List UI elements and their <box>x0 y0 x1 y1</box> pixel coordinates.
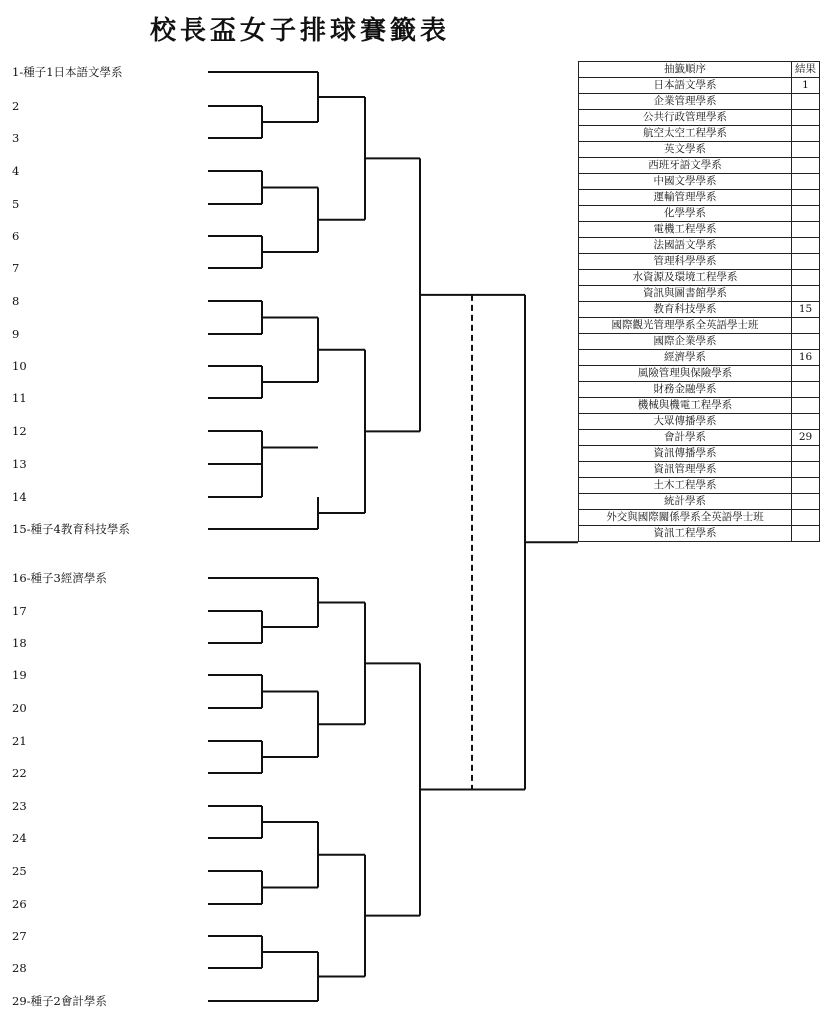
slot-label: 9 <box>12 327 20 341</box>
draw-result <box>792 414 820 430</box>
department-name: 航空太空工程學系 <box>579 126 792 142</box>
table-row <box>579 366 820 382</box>
table-row <box>579 446 820 462</box>
page-title: 校長盃女子排球賽籤表 <box>149 16 450 46</box>
table-row <box>579 478 820 494</box>
slot-label: 1-種子1日本語文學系 <box>12 65 123 79</box>
table-row <box>579 78 820 94</box>
draw-result <box>792 398 820 414</box>
slot-label: 21 <box>12 734 27 748</box>
slot-label: 23 <box>12 799 27 813</box>
department-name: 西班牙語文學系 <box>579 158 792 174</box>
table-row <box>579 414 820 430</box>
department-name: 水資源及環境工程學系 <box>579 270 792 286</box>
draw-result <box>792 334 820 350</box>
draw-result <box>792 510 820 526</box>
draw-result <box>792 382 820 398</box>
table-row <box>579 334 820 350</box>
draw-result <box>792 190 820 206</box>
department-name: 土木工程學系 <box>579 478 792 494</box>
table-row <box>579 126 820 142</box>
department-name: 化學學系 <box>579 206 792 222</box>
department-name: 電機工程學系 <box>579 222 792 238</box>
slot-label: 29-種子2會計學系 <box>12 994 107 1008</box>
draw-result: 16 <box>792 350 820 366</box>
table-row <box>579 222 820 238</box>
slot-label: 5 <box>12 197 20 211</box>
header-draw-order: 抽籤順序 <box>579 62 792 78</box>
department-name: 運輸管理學系 <box>579 190 792 206</box>
slot-label: 20 <box>12 701 27 715</box>
draw-result <box>792 254 820 270</box>
slot-label: 3 <box>12 131 20 145</box>
slot-label: 4 <box>12 164 20 178</box>
department-name: 外交與國際關係學系全英語學士班 <box>579 510 792 526</box>
department-name: 統計學系 <box>579 494 792 510</box>
department-name: 管理科學學系 <box>579 254 792 270</box>
draw-result <box>792 286 820 302</box>
table-row <box>579 94 820 110</box>
table-row <box>579 174 820 190</box>
table-row <box>579 206 820 222</box>
department-name: 大眾傳播學系 <box>579 414 792 430</box>
draw-result <box>792 526 820 542</box>
table-row <box>579 286 820 302</box>
slot-label: 8 <box>12 294 20 308</box>
draw-result: 29 <box>792 430 820 446</box>
slot-label: 11 <box>12 391 27 405</box>
department-name: 機械與機電工程學系 <box>579 398 792 414</box>
draw-result <box>792 222 820 238</box>
table-row <box>579 142 820 158</box>
table-row <box>579 270 820 286</box>
slot-label: 14 <box>12 490 27 504</box>
department-name: 國際觀光管理學系全英語學士班 <box>579 318 792 334</box>
draw-result <box>792 142 820 158</box>
slot-label: 26 <box>12 897 27 911</box>
slot-label: 12 <box>12 424 27 438</box>
department-name: 資訊傳播學系 <box>579 446 792 462</box>
department-name: 企業管理學系 <box>579 94 792 110</box>
draw-result <box>792 238 820 254</box>
table-row <box>579 382 820 398</box>
department-name: 經濟學系 <box>579 350 792 366</box>
department-name: 法國語文學系 <box>579 238 792 254</box>
table-row <box>579 110 820 126</box>
draw-result <box>792 366 820 382</box>
draw-result <box>792 462 820 478</box>
department-name: 英文學系 <box>579 142 792 158</box>
slot-label: 13 <box>12 457 27 471</box>
slot-label: 2 <box>12 99 20 113</box>
draw-result <box>792 206 820 222</box>
department-name: 會計學系 <box>579 430 792 446</box>
table-row <box>579 494 820 510</box>
department-name: 資訊管理學系 <box>579 462 792 478</box>
slot-label: 17 <box>12 604 27 618</box>
department-name: 資訊與圖書館學系 <box>579 286 792 302</box>
table-row <box>579 398 820 414</box>
draw-result <box>792 446 820 462</box>
table-row <box>579 462 820 478</box>
table-row <box>579 510 820 526</box>
slot-label: 22 <box>12 766 27 780</box>
draw-result <box>792 126 820 142</box>
draw-result: 1 <box>792 78 820 94</box>
slot-label: 27 <box>12 929 27 943</box>
draw-result <box>792 494 820 510</box>
slot-label: 6 <box>12 229 20 243</box>
department-name: 風險管理與保險學系 <box>579 366 792 382</box>
table-row <box>579 158 820 174</box>
department-name: 中國文學學系 <box>579 174 792 190</box>
draw-order-table <box>578 61 820 542</box>
slot-label: 25 <box>12 864 27 878</box>
draw-result <box>792 174 820 190</box>
draw-result <box>792 270 820 286</box>
draw-result <box>792 318 820 334</box>
table-row <box>579 318 820 334</box>
slot-label: 16-種子3經濟學系 <box>12 571 107 585</box>
slot-label: 15-種子4教育科技學系 <box>12 522 130 536</box>
header-result: 結果 <box>792 62 820 78</box>
draw-result <box>792 158 820 174</box>
slot-label: 28 <box>12 961 27 975</box>
table-row <box>579 350 820 366</box>
draw-result: 15 <box>792 302 820 318</box>
slot-label: 18 <box>12 636 27 650</box>
slot-label: 10 <box>12 359 27 373</box>
slot-label: 24 <box>12 831 27 845</box>
department-name: 公共行政管理學系 <box>579 110 792 126</box>
department-name: 教育科技學系 <box>579 302 792 318</box>
department-name: 財務金融學系 <box>579 382 792 398</box>
draw-result <box>792 94 820 110</box>
table-row <box>579 526 820 542</box>
draw-result <box>792 110 820 126</box>
table-row <box>579 190 820 206</box>
table-row <box>579 430 820 446</box>
table-header-row <box>579 62 820 78</box>
slot-label: 19 <box>12 668 27 682</box>
department-name: 國際企業學系 <box>579 334 792 350</box>
department-name: 資訊工程學系 <box>579 526 792 542</box>
table-row <box>579 302 820 318</box>
draw-result <box>792 478 820 494</box>
slot-label: 7 <box>12 261 20 275</box>
department-name: 日本語文學系 <box>579 78 792 94</box>
table-row <box>579 254 820 270</box>
table-row <box>579 238 820 254</box>
